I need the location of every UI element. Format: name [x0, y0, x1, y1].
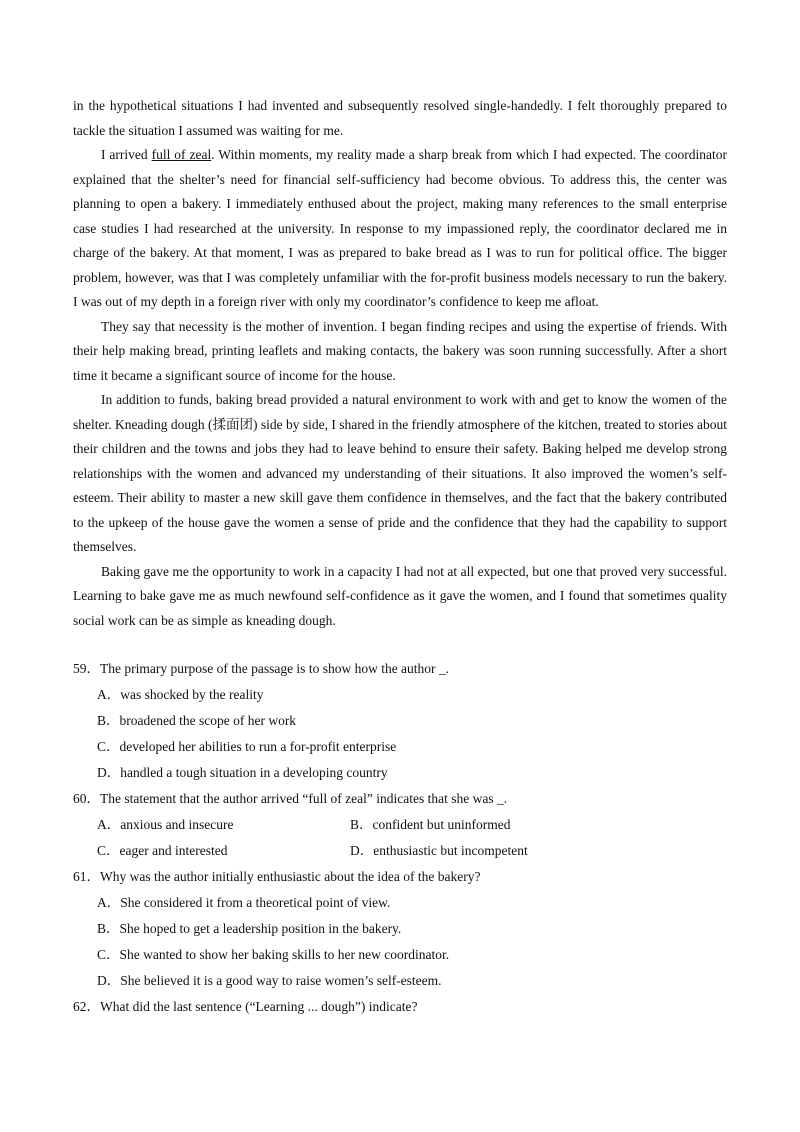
paragraph-2-start: I arrived	[101, 147, 152, 162]
question-59	[73, 656, 733, 786]
option-d: D．She believed it is a good way to raise women’s self-esteem.	[97, 973, 442, 988]
option-c: C．eager and interested	[97, 843, 228, 858]
question-stem: 61．Why was the author initially enthusiastic about the idea of the bakery?	[73, 869, 481, 884]
option-a: A．was shocked by the reality	[97, 687, 264, 702]
passage-paragraph-4: In addition to funds, baking bread provided a natural environment to work with and get to know the women of the shelter. Kneading dough (揉面团) side by side, I shared in the friendly atmosphere of the kitchen, treated to stories about their children and the towns and jobs they had to leave behind to ensure their safety. Baking helped me develop strong relationships with the women and advanced my understanding of their situations. It also improved the women’s self-esteem. Their ability to master a new skill gave them confidence in themselves, and the fact that the bakery contributed to the upkeep of the house gave the women a sense of pride and the confidence that they had the capability to support themselves.	[73, 392, 727, 554]
option-a: A．anxious and insecure	[97, 817, 234, 832]
underlined-phrase: full of zeal	[151, 147, 212, 162]
option-d: D．enthusiastic but incompetent	[350, 843, 528, 858]
passage-paragraph-1: in the hypothetical situations I had invented and subsequently resolved single-handedly. I felt thoroughly prepared to tackle the situation I assumed was waiting for me.	[73, 98, 727, 138]
reading-passage	[73, 94, 727, 633]
option-b: B．broadened the scope of her work	[97, 713, 297, 728]
option-c: C．developed her abilities to run a for-profit enterprise	[97, 739, 397, 754]
paragraph-2-rest: . Within moments, my reality made a sharp break from which I had expected. The coordinator explained that the shelter’s need for financial self-sufficiency had become obvious. To address this, the center was planning to open a bakery. I immediately enthused about the project, making many references to the small enterprise case studies I had researched at the university. In response to my impassioned reply, the coordinator declared me in charge of the bakery. At that moment, I was as prepared to bake bread as I was to run for political office. The bigger problem, however, was that I was completely unfamiliar with the for-profit business models necessary to run the bakery. I was out of my depth in a foreign river with only my coordinator’s confidence to keep me afloat.	[73, 147, 727, 309]
option-b: B．She hoped to get a leadership position in the bakery.	[97, 921, 402, 936]
question-60	[73, 786, 733, 864]
option-row	[73, 812, 733, 838]
question-62	[73, 994, 733, 1020]
option-b: B．confident but uninformed	[350, 817, 511, 832]
option-row	[73, 838, 733, 864]
passage-paragraph-5: Baking gave me the opportunity to work in a capacity I had not at all expected, but one that proved very successful. Learning to bake gave me as much newfound self-confidence as it gave the women, and I found that sometimes quality social work can be as simple as kneading dough.	[73, 563, 727, 628]
question-61	[73, 864, 733, 994]
option-d: D．handled a tough situation in a developing country	[97, 765, 388, 780]
question-list	[73, 656, 733, 1020]
passage-paragraph-3: They say that necessity is the mother of invention. I began finding recipes and using the expertise of friends. With their help making bread, printing leaflets and making contacts, the bakery was soon running successfully. After a short time it became a significant source of income for the house.	[73, 318, 727, 383]
question-stem: 62．What did the last sentence (“Learning ... dough”) indicate?	[73, 999, 418, 1014]
passage-paragraph-2	[73, 143, 727, 315]
question-stem: 59．The primary purpose of the passage is to show how the author _.	[73, 661, 450, 676]
question-stem: 60．The statement that the author arrived “full of zeal” indicates that she was _.	[73, 791, 508, 806]
option-a: A．She considered it from a theoretical point of view.	[97, 895, 391, 910]
option-c: C．She wanted to show her baking skills to her new coordinator.	[97, 947, 450, 962]
